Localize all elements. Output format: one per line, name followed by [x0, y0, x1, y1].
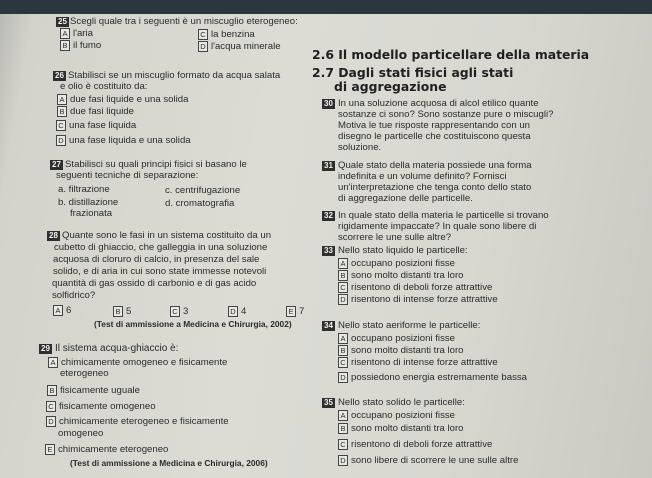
- question-31-line-2: indefinita e un volume definito? Fornisci: [338, 171, 507, 182]
- q25-option-d: D l'acqua minerale: [198, 41, 281, 52]
- q29-option-e: E chimicamente eterogeneo: [45, 444, 168, 455]
- question-27-line-1: Stabilisci su quali principi fisici si basano le: [65, 159, 247, 170]
- question-28-line-5: quantità di gas ossido di carbonio e di gas acido: [52, 278, 257, 289]
- question-30-line-5: soluzione.: [338, 142, 382, 153]
- question-34-number: 34: [324, 321, 333, 330]
- q25-option-c: C la benzina: [198, 29, 255, 40]
- q28-option-b: B 5: [113, 306, 131, 317]
- q28-option-c: C 3: [170, 306, 188, 317]
- question-28-line-4: solido, e di aria in cui sono state immesse notevoli: [53, 266, 267, 277]
- q34-option-b: B sono molto distanti tra loro: [338, 345, 464, 356]
- q33-option-a: A occupano posizioni fisse: [338, 258, 455, 269]
- q29-option-a-cont: eterogeneo: [60, 368, 109, 379]
- question-31-line-4: di aggregazione delle particelle.: [338, 193, 473, 204]
- question-28-line-2: cubetto di ghiaccio, che galleggia in una soluzione: [54, 242, 268, 253]
- question-30-line-4: disegno le particelle che costituiscono questa: [338, 131, 531, 142]
- q35-option-b: B sono molto distanti tra loro: [338, 423, 464, 434]
- question-30-line-3: Motiva le tue risposte rappresentando con un: [338, 120, 530, 131]
- q27-technique-c: c. centrifugazione: [165, 185, 241, 196]
- question-28-line-6: solfidrico?: [52, 290, 96, 301]
- question-29-number: 29: [41, 344, 50, 353]
- question-34-text: Nello stato aeriforme le particelle:: [338, 320, 481, 331]
- q27-technique-b-cont: frazionata: [70, 208, 113, 219]
- q29-option-b: B fisicamente uguale: [47, 385, 140, 396]
- q34-option-d: D possiedono energia estremamente bassa: [338, 372, 527, 383]
- question-33-number: 33: [324, 246, 333, 255]
- q33-option-d: D risentono di intense forze attrattive: [338, 294, 498, 305]
- question-30-line-1: In una soluzione acquosa di alcol etilico quante: [338, 98, 539, 109]
- q35-option-a: A occupano posizioni fisse: [338, 410, 455, 421]
- q29-option-d-cont: omogeneo: [58, 428, 104, 439]
- q28-source: (Test di ammissione a Medicina e Chirurgia, 2002): [94, 319, 292, 329]
- q34-option-c: C risentono di intense forze attrattive: [338, 357, 498, 368]
- q33-option-b: B sono molto distanti tra loro: [338, 270, 464, 281]
- section-heading-2-7-cont: di aggregazione: [334, 79, 447, 94]
- q29-option-d: D chimicamente eterogeneo e fisicamente: [46, 416, 229, 427]
- q27-technique-b: b. distillazione: [58, 197, 119, 208]
- q25-option-a: A l'aria: [60, 28, 93, 39]
- q27-technique-d: d. cromatografia: [165, 198, 235, 209]
- question-27-line-2: seguenti tecniche di separazione:: [56, 170, 199, 181]
- question-25-text: Scegli quale tra i seguenti è un miscuglio eterogeneo:: [70, 16, 298, 27]
- question-27-number: 27: [52, 160, 61, 169]
- background-top-edge: [0, 0, 652, 14]
- q34-option-a: A occupano posizioni fisse: [338, 333, 455, 344]
- q28-option-a: A 6: [53, 305, 71, 316]
- question-31-number: 31: [324, 161, 333, 170]
- question-35-number: 35: [324, 398, 333, 407]
- question-35-text: Nello stato solido le particelle:: [338, 397, 465, 408]
- q29-source: (Test di ammissione a Medicina e Chirurgia, 2006): [70, 458, 268, 468]
- question-28-line-1: Quante sono le fasi in un sistema costituito da un: [62, 230, 272, 241]
- question-28-line-3: acquosa di cloruro di calcio, in presenza del sale: [53, 254, 260, 265]
- question-26-line-2: e olio è costituito da:: [60, 81, 148, 92]
- q29-option-c: C fisicamente omogeneo: [46, 401, 156, 412]
- q27-technique-a: a. filtrazione: [58, 184, 110, 195]
- q26-option-a: A due fasi liquide e una solida: [57, 94, 188, 105]
- q28-option-e: E 7: [286, 306, 304, 317]
- q25-option-b: B il fumo: [60, 40, 101, 51]
- q35-option-c: C risentono di deboli forze attrattive: [338, 439, 492, 450]
- question-30-line-2: sostanze ci sono? Sono sostanze pure o miscugli?: [338, 109, 554, 120]
- q35-option-d: D sono libere di scorrere le une sulle altre: [338, 455, 518, 466]
- question-32-number: 32: [324, 211, 333, 220]
- question-32-line-1: In quale stato della materia le particelle si trovano: [338, 210, 549, 221]
- question-32-line-3: scorrere le une sulle altre?: [338, 232, 452, 243]
- q26-option-d: D una fase liquida e una solida: [56, 135, 191, 146]
- section-heading-2-7: 2.7 Dagli stati fisici agli stati: [312, 65, 514, 80]
- q29-option-a: A chimicamente omogeneo e fisicamente: [48, 357, 227, 368]
- q26-option-c: C una fase liquida: [56, 120, 136, 131]
- question-31-line-1: Quale stato della materia possiede una forma: [338, 160, 532, 171]
- question-26-number: 26: [55, 71, 64, 80]
- question-25-number: 25: [58, 17, 67, 26]
- question-26-line-1: Stabilisci se un miscuglio formato da acqua salata: [68, 70, 281, 81]
- question-29-text: Il sistema acqua-ghiaccio è:: [55, 343, 179, 354]
- section-heading-2-6: 2.6 Il modello particellare della materia: [312, 47, 590, 62]
- question-33-text: Nello stato liquido le particelle:: [338, 245, 468, 256]
- q33-option-c: C risentono di deboli forze attrattive: [338, 282, 492, 293]
- q28-option-d: D 4: [228, 306, 246, 317]
- question-32-line-2: rigidamente impaccate? In quale sono libere di: [338, 221, 537, 232]
- question-28-number: 28: [49, 231, 58, 240]
- q26-option-b: B due fasi liquide: [57, 106, 134, 117]
- question-30-number: 30: [324, 99, 333, 108]
- question-31-line-3: un'interpretazione che tenga conto dello stato: [338, 182, 532, 193]
